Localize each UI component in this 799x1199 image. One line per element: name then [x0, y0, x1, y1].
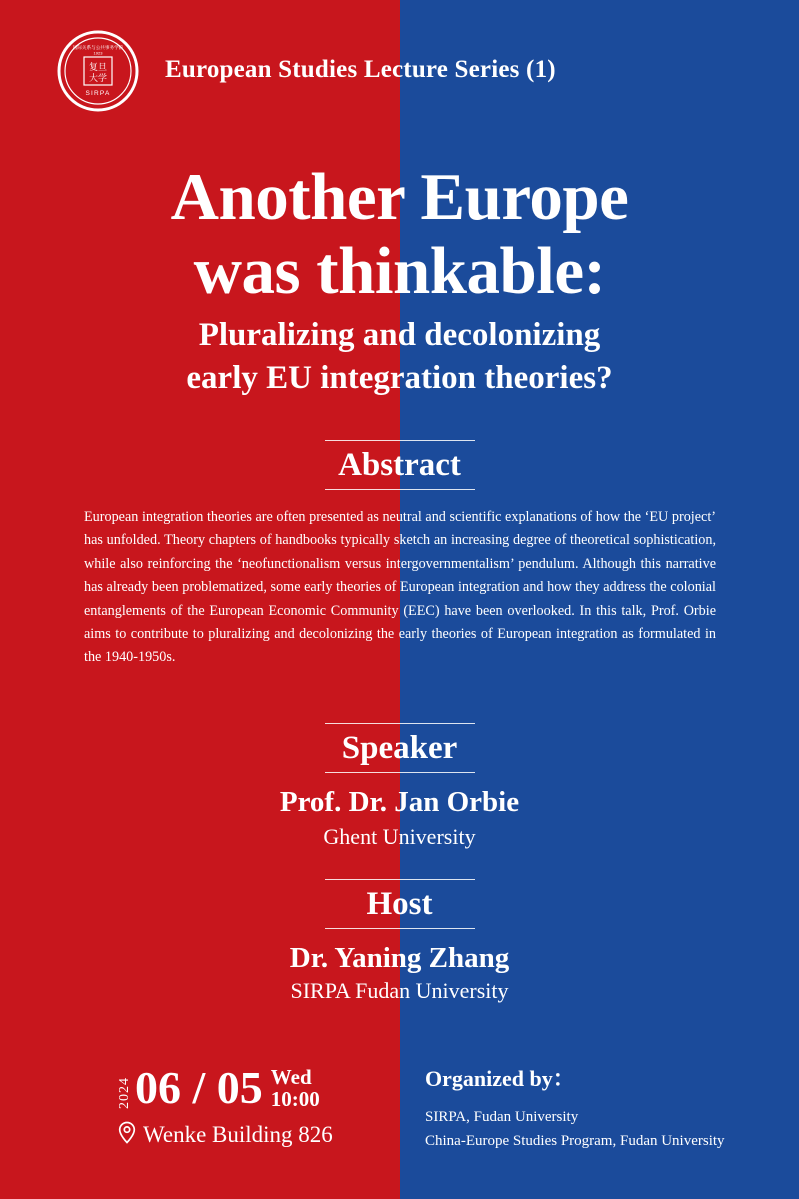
abstract-rule-top: [325, 440, 475, 441]
organizers-heading: Organized by：: [425, 1066, 575, 1091]
location-pin-icon: [118, 1121, 136, 1149]
poster-header: [0, 30, 799, 120]
event-day-time: [271, 1066, 320, 1110]
title-line-1: Another Europe: [170, 160, 629, 234]
host-heading-label: Host: [366, 886, 433, 922]
event-time: 10:00: [270, 1087, 320, 1111]
event-date: 06 / 05: [135, 1062, 263, 1113]
host-heading: [0, 879, 799, 929]
title-line-2: was thinkable:: [193, 234, 606, 308]
speaker-affiliation: Ghent University: [323, 824, 476, 849]
speaker-name: Prof. Dr. Jan Orbie: [279, 786, 520, 818]
organizers-block: [425, 1062, 775, 1153]
svg-text:1923: 1923: [93, 50, 103, 56]
organizer-item: China-Europe Studies Program, Fudan University: [425, 1133, 725, 1149]
speaker-heading-label: Speaker: [341, 730, 458, 766]
subtitle-line-2: early EU integration theories?: [186, 360, 613, 396]
event-day-of-week: Wed: [270, 1065, 312, 1089]
fudan-sirpa-logo-icon: [57, 30, 139, 112]
abstract-rule-bottom: [325, 489, 475, 490]
host-affiliation: SIRPA Fudan University: [290, 978, 509, 1003]
speaker-heading: [0, 723, 799, 773]
abstract-heading-label: Abstract: [338, 447, 461, 483]
poster-title-block: [0, 160, 799, 400]
event-year: 2024: [117, 1077, 132, 1109]
subtitle-line-1: Pluralizing and decolonizing: [198, 317, 601, 353]
host-name: Dr. Yaning Zhang: [289, 942, 510, 974]
svg-text:复旦: 复旦: [88, 62, 108, 72]
event-venue-row: [118, 1121, 408, 1149]
abstract-heading: [0, 440, 799, 490]
svg-text:SIRPA: SIRPA: [85, 90, 111, 97]
speaker-rule-top: [325, 723, 475, 724]
host-rule-bottom: [325, 928, 475, 929]
event-details: [118, 1058, 408, 1149]
lecture-series-title: European Studies Lecture Series (1): [165, 56, 556, 83]
svg-text:大学: 大学: [88, 73, 108, 83]
organizer-item: SIRPA, Fudan University: [425, 1109, 579, 1125]
speaker-rule-bottom: [325, 772, 475, 773]
event-venue: Wenke Building 826: [143, 1122, 333, 1147]
host-rule-top: [325, 879, 475, 880]
abstract-body: European integration theories are often presented as neutral and scientific explanations of how the ‘EU project’ has unfolded. Theory chapters of handbooks typically sketch an increasing degree of theoretical sophistication, while also reinforcing the ‘neofunctionalism versus intergovernmentalism’ pendulum. Although this narrative has already been problematized, some early theories of European integration and how they address the colonial entanglements of the European Economic Community (EEC) have been overlooked. In this talk, Prof. Orbie aims to contribute to pluralizing and decolonizing the early theories of European integration as formulated in the 1940-1950s.: [84, 509, 716, 666]
svg-text:国际关系与公共事务学院: 国际关系与公共事务学院: [72, 45, 124, 50]
event-date-row: [118, 1058, 408, 1112]
